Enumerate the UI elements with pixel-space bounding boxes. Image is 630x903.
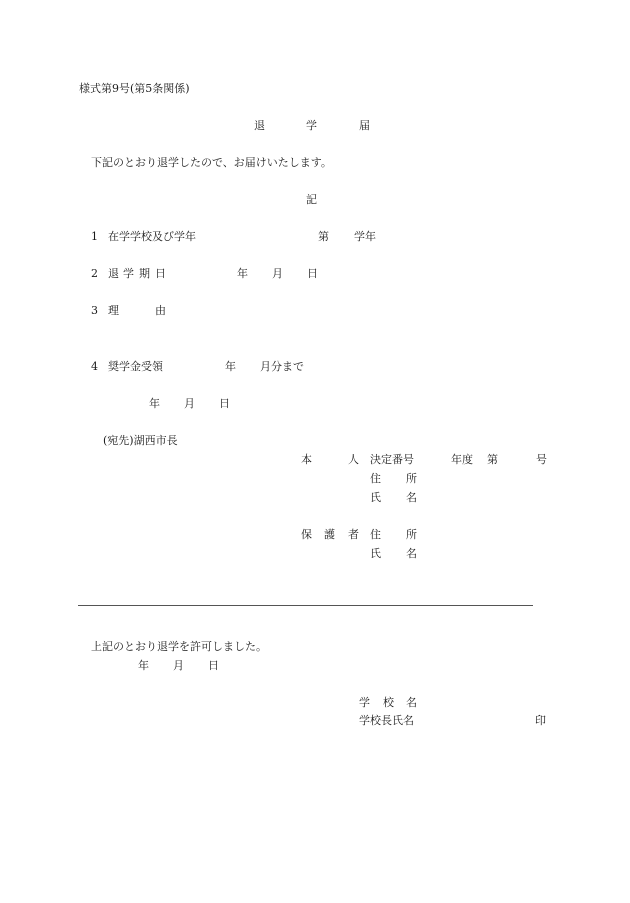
item2-nen: 年 [237,267,248,280]
form-number: 様式第9号(第5条関係) [79,82,190,95]
item4-label: 奨学金受領 [108,360,163,373]
item3-number: 3 [91,304,98,317]
applicant-role-1: 本 [301,453,312,466]
submit-date-hi: 日 [219,397,230,410]
decision-go: 号 [536,453,547,466]
submit-date-nen: 年 [149,397,160,410]
item1-dai: 第 [318,230,329,243]
item4-number: 4 [91,360,98,373]
guardian-role-1: 保 [301,528,312,541]
item3-label-1: 理 [108,304,119,317]
item2-label-3: 期 [139,267,150,280]
title-char-3: 届 [359,119,370,132]
item3-label-2: 由 [155,304,166,317]
item4-nen: 年 [225,360,236,373]
school-name-label-1: 学 [359,696,370,709]
intro-text: 下記のとおり退学したので、お届けいたします。 [91,156,332,169]
item2-hi: 日 [307,267,318,280]
item1-gakunen: 学年 [354,230,376,243]
item1-number: 1 [91,230,98,243]
guardian-name-2: 名 [406,547,417,560]
school-name-label-3: 名 [406,696,417,709]
separator-line [78,605,533,606]
item4-until: 月分まで [260,360,304,373]
item2-label-1: 退 [108,267,119,280]
guardian-address-1: 住 [370,528,381,541]
applicant-name-2: 名 [406,491,417,504]
applicant-address-1: 住 [370,472,381,485]
ki-heading: 記 [306,193,317,206]
item1-label: 在学学校及び学年 [108,230,196,243]
item2-label-4: 日 [155,267,166,280]
principal-name-label: 学校長氏名 [359,714,414,727]
item2-number: 2 [91,267,98,280]
title-char-2: 学 [306,119,317,132]
decision-dai: 第 [487,453,498,466]
addressee: (宛先)湖西市長 [103,434,178,447]
approval-hi: 日 [208,659,219,672]
applicant-role-2: 人 [348,453,359,466]
decision-number-label: 決定番号 [370,453,414,466]
guardian-role-2: 護 [324,528,335,541]
item2-tsuki: 月 [272,267,283,280]
seal-mark: 印 [535,714,546,727]
decision-nendo: 年度 [451,453,473,466]
approval-text: 上記のとおり退学を許可しました。 [91,640,267,653]
item2-label-2: 学 [123,267,134,280]
school-name-label-2: 校 [383,696,394,709]
submit-date-tsuki: 月 [184,397,195,410]
approval-nen: 年 [138,659,149,672]
guardian-name-1: 氏 [370,547,381,560]
guardian-address-2: 所 [406,528,417,541]
applicant-name-1: 氏 [370,491,381,504]
approval-tsuki: 月 [173,659,184,672]
title-char-1: 退 [254,119,265,132]
applicant-address-2: 所 [406,472,417,485]
guardian-role-3: 者 [348,528,359,541]
